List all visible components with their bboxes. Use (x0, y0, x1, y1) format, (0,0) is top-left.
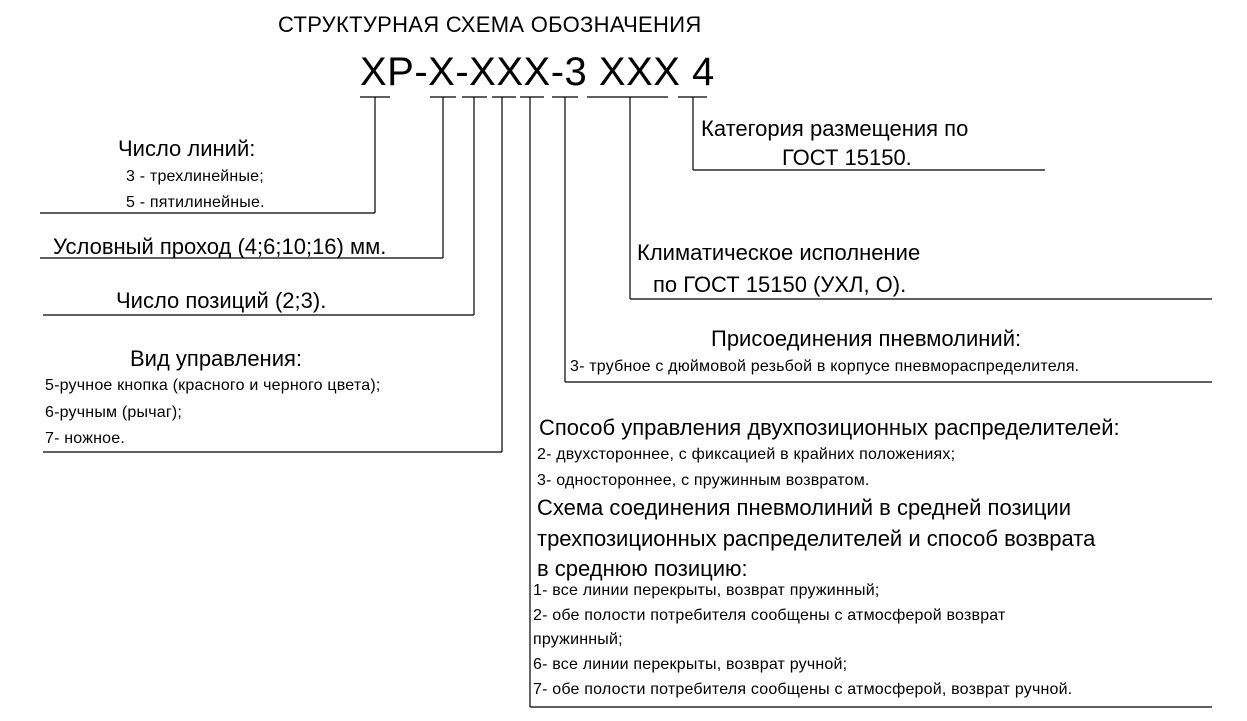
placement-line-2: ГОСТ 15150. (782, 145, 912, 170)
control-type-heading: Вид управления: (130, 346, 303, 371)
two-position-item: 3- одностороннее, с пружинным возвратом. (537, 472, 870, 489)
three-position-item: 1- все линии перекрыты, возврат пружинный; (533, 582, 880, 599)
two-position-item: 2- двухстороннее, с фиксацией в крайних положениях; (537, 446, 956, 463)
three-position-item: 2- обе полости потребителя сообщены с атмосферой возврат (533, 607, 1006, 624)
nominal-bore-label: Условный проход (4;6;10;16) мм. (53, 234, 387, 259)
designation-code: ХР-Х-ХХХ-3 ХХХ 4 (360, 50, 715, 94)
three-position-heading-line: в среднюю позицию: (537, 556, 748, 581)
lines-count-item: 5 - пятилинейные. (126, 194, 265, 211)
diagram-title: СТРУКТУРНАЯ СХЕМА ОБОЗНАЧЕНИЯ (278, 12, 702, 37)
three-position-heading-line: трехпозиционных распределителей и способ возврата (537, 526, 1096, 551)
connections-item: 3- трубное с дюймовой резьбой в корпусе пневмораспределителя. (570, 358, 1080, 375)
control-type-item: 6-ручным (рычаг); (45, 404, 183, 421)
connections-heading: Присоединения пневмолиний: (711, 326, 1022, 351)
climate-line-1: Климатическое исполнение (637, 240, 921, 265)
climate-line-2: по ГОСТ 15150 (УХЛ, О). (653, 272, 907, 297)
three-position-item: 7- обе полости потребителя сообщены с атмосферой, возврат ручной. (533, 681, 1073, 698)
control-type-item: 5-ручное кнопка (красного и черного цвета); (45, 377, 381, 394)
positions-label: Число позиций (2;3). (116, 288, 327, 313)
three-position-heading-line: Схема соединения пневмолиний в средней позиции (537, 495, 1072, 520)
control-type-item: 7- ножное. (45, 430, 126, 447)
lines-count-item: 3 - трехлинейные; (126, 168, 264, 185)
three-position-item: пружинный; (533, 631, 623, 648)
lines-count-heading: Число линий: (118, 136, 256, 161)
three-position-item: 6- все линии перекрыты, возврат ручной; (533, 656, 848, 673)
two-position-heading: Способ управления двухпозиционных распределителей: (539, 415, 1120, 440)
placement-line-1: Категория размещения по (701, 116, 969, 141)
